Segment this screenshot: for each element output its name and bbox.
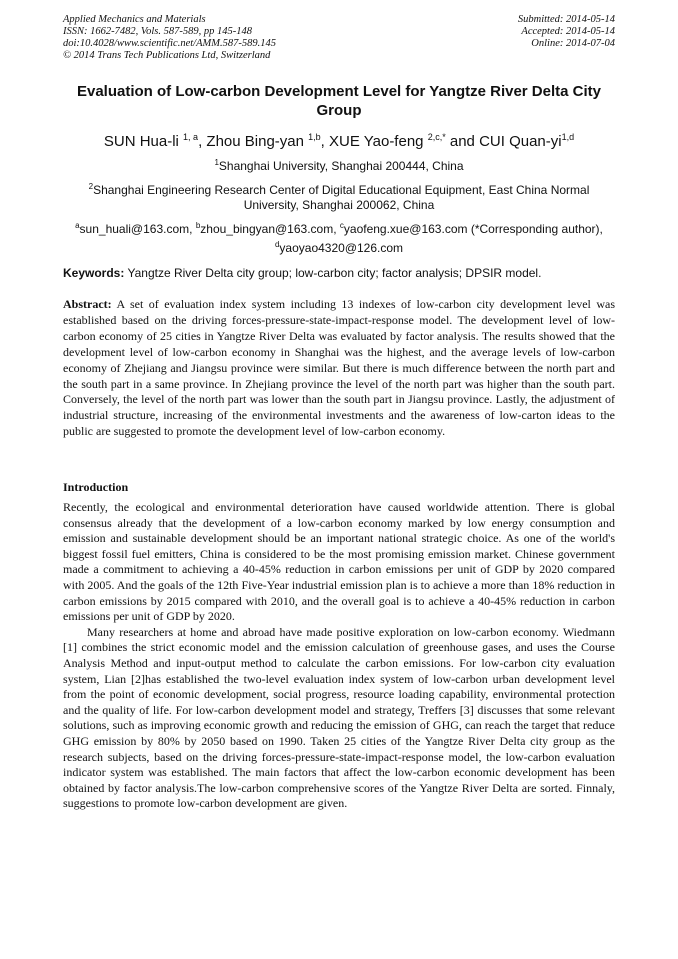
- abstract-text: A set of evaluation index system including 13 indexes of low-carbon city development level was established based on the driving forces-pressure-state-impact-response model. The development level of low-carbon economy of 25 cities in Yangtze River Delta was evaluated by factor analysis. The results showed that the development level of low-carbon economy in Shanghai was the highest, and the average levels of low-carbon economy of Zhejiang and Jiangsu province were similar. But there is much difference between the north part and the south part in a same province. In Zhejiang province the level of the north part was higher than the south part. Conversely, the level of the north part was lower than the south part in Jiangsu province. Lastly, the adjustment of industrial structure, increasing of the environmental investments and the awareness of low-carton ideas to the public are suggested to promote the development level of low-carbon economy.: [63, 297, 615, 439]
- journal-name: Applied Mechanics and Materials: [63, 14, 206, 25]
- paper-title: Evaluation of Low-carbon Development Level for Yangtze River Delta City Group: [76, 83, 601, 119]
- affiliation-text: Shanghai Engineering Research Center of Digital Educational Equipment, East China Normal University, Shanghai 200062, China: [93, 183, 590, 212]
- email-sup: d: [274, 240, 280, 249]
- author-conjunction: and: [449, 133, 475, 150]
- author-emails: [63, 218, 615, 256]
- author-sup: 2,c,*: [427, 132, 446, 142]
- journal-header: [63, 14, 615, 66]
- email-link[interactable]: yaoyao4320@126.com: [279, 241, 404, 255]
- email-sup: b: [195, 221, 201, 230]
- issn-line: ISSN: 1662-7482, Vols. 587-589, pp 145-148: [63, 26, 252, 37]
- submitted-date: Submitted: 2014-05-14: [517, 14, 615, 25]
- affiliation-text: Shanghai University, Shanghai 200444, China: [218, 159, 464, 173]
- email-link[interactable]: yaofeng.xue@163.com (*Corresponding author),: [343, 222, 603, 236]
- section-heading: Introduction: [63, 480, 129, 494]
- author-name: Zhou Bing-yan: [206, 133, 304, 150]
- affiliation-2: [63, 179, 615, 213]
- accepted-date: Accepted: 2014-05-14: [521, 26, 615, 37]
- online-date: Online: 2014-07-04: [531, 38, 615, 49]
- journal-info: [63, 14, 276, 62]
- author-name: SUN Hua-li: [103, 133, 179, 150]
- paragraph: Many researchers at home and abroad have made positive exploration on low-carbon economy. Wiedmann [1] combines the strict economic model and the emission calculation of greenhouse gases, and uses the Course Analysis Method and input-output method to calculate the carbon emissions. For low-carbon city evaluation system, Lian [2]has established the two-level evaluation index system of low-carbon urban development level from the point of economic development, social progress, resource loading capability, environmental protection and the quality of life. For low-carbon development model and strategy, Treffers [3] discusses that some relevant solutions, such as improving economic growth and reducing the emission of GHG, can reach the target that reduce GHG emission by 80% by 2050 based on 1990. Taken 25 cities of the Yangtze River Delta city group as the research subjects, based on the driving forces-pressure-state-impact-response model, the low-carbon evaluation indicator system was established. The main factors that affect the low-carbon economic development has been obtained by factor analysis.The low-carbon comprehensive scores of the Yangtze River Delta are sorted. Finnaly, suggestions to promote low-carbon development are given.: [63, 624, 615, 811]
- affiliation-sup: 2: [88, 182, 94, 191]
- author-sup: 1, a: [183, 132, 199, 142]
- introduction-body: [63, 500, 615, 812]
- affiliation-1: [63, 155, 615, 174]
- affiliations: [63, 155, 615, 261]
- email-link[interactable]: zhou_bingyan@163.com,: [200, 222, 337, 236]
- email-sup: a: [75, 221, 80, 230]
- submission-dates: [518, 14, 615, 50]
- author-list: SUN Hua-li $^{1, a}$, Zhou Bing-yan $^{1,b}$, XUE Yao-feng $^{2,c,*}$ and CUI Quan-yi$^{1,d}$: [103, 132, 575, 150]
- affiliation-sup: 1: [214, 158, 219, 167]
- keywords-text: Yangtze River Delta city group; low-carbon city; factor analysis; DPSIR model.: [127, 266, 542, 280]
- abstract-label: Abstract:: [63, 297, 112, 311]
- keywords-label: Keywords:: [63, 266, 125, 280]
- doi-line: doi:10.4028/www.scientific.net/AMM.587-589.145: [63, 38, 276, 49]
- author-sup: 1,b: [308, 132, 321, 142]
- keywords: [63, 266, 615, 281]
- author-sup: 1,d: [561, 132, 575, 142]
- author-name: CUI Quan-yi: [479, 133, 562, 150]
- abstract: [63, 297, 615, 440]
- copyright-line: © 2014 Trans Tech Publications Ltd, Switzerland: [63, 50, 271, 61]
- email-sup: c: [339, 221, 344, 230]
- email-link[interactable]: sun_huali@163.com,: [79, 222, 193, 236]
- paragraph: Recently, the ecological and environmental deterioration have caused worldwide attention. There is global consensus already that the development of a low-carbon economy marked by low energy consumption and emission and sustainable development should be an important national strategic choice. As one of the world's biggest fossil fuel emitters, China is considered to be the most promising emission market. Chinese government made a commitment to achieving a 40-45% reduction in carbon emissions per unit of GDP by 2020 compared with 2005. And the goals of the 12th Five-Year industrial emission plan is to achieve a more than 18% reduction in carbon emissions by 2015 compared with 2010, and the overall goal is to achieve a 40-45% reduction in carbon emissions per unit of GDP by 2020.: [63, 500, 615, 624]
- author-name: XUE Yao-feng: [329, 133, 424, 150]
